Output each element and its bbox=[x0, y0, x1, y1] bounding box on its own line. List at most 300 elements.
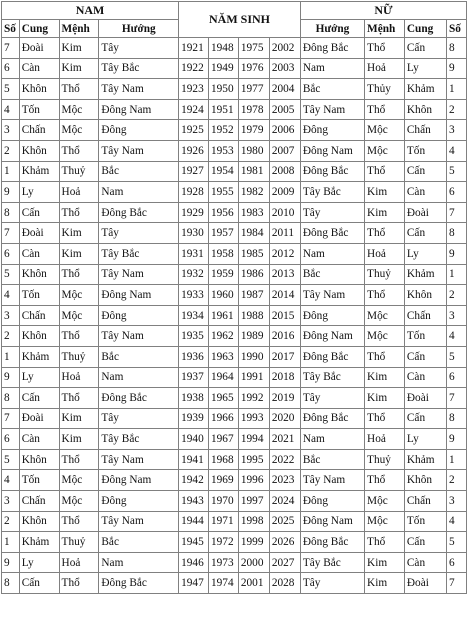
cell-year: 2003 bbox=[269, 58, 300, 79]
cell-year: 2016 bbox=[269, 326, 300, 347]
cell-huong-nu: Đông bbox=[300, 120, 364, 141]
cell-year: 1979 bbox=[238, 120, 269, 141]
cell-menh-nam: Thổ bbox=[59, 79, 99, 100]
cell-menh-nu: Thổ bbox=[365, 38, 405, 59]
cell-year: 2008 bbox=[269, 161, 300, 182]
cell-year: 1933 bbox=[179, 285, 209, 306]
cell-cung-nam: Khôn bbox=[19, 326, 59, 347]
cell-year: 2026 bbox=[269, 532, 300, 553]
cell-cung-nu: Đoài bbox=[404, 573, 446, 594]
cell-year: 1965 bbox=[209, 388, 239, 409]
cell-menh-nu: Mộc bbox=[365, 140, 405, 161]
cell-cung-nu: Cấn bbox=[404, 223, 446, 244]
cell-cung-nu: Chấn bbox=[404, 305, 446, 326]
cell-huong-nu: Tây Bắc bbox=[300, 367, 364, 388]
header-so-nam: Số bbox=[2, 20, 20, 38]
cell-menh-nam: Mộc bbox=[59, 285, 99, 306]
cell-so-nu: 9 bbox=[446, 243, 466, 264]
cell-menh-nam: Mộc bbox=[59, 120, 99, 141]
cell-menh-nu: Thủy bbox=[365, 79, 405, 100]
cell-huong-nu: Tây bbox=[300, 388, 364, 409]
cell-year: 2021 bbox=[269, 429, 300, 450]
cell-cung-nam: Cấn bbox=[19, 202, 59, 223]
cell-so-nu: 4 bbox=[446, 511, 466, 532]
cell-cung-nu: Càn bbox=[404, 367, 446, 388]
cell-year: 1992 bbox=[238, 388, 269, 409]
cell-year: 2009 bbox=[269, 182, 300, 203]
cell-so-nu: 2 bbox=[446, 99, 466, 120]
cell-year: 2014 bbox=[269, 285, 300, 306]
cell-so-nam: 9 bbox=[2, 367, 20, 388]
cell-cung-nam: Cấn bbox=[19, 388, 59, 409]
cell-cung-nu: Khôn bbox=[404, 470, 446, 491]
cell-cung-nam: Đoài bbox=[19, 223, 59, 244]
cell-cung-nam: Đoài bbox=[19, 38, 59, 59]
cell-so-nam: 2 bbox=[2, 140, 20, 161]
cell-year: 1954 bbox=[209, 161, 239, 182]
cell-cung-nu: Ly bbox=[404, 58, 446, 79]
cell-huong-nu: Nam bbox=[300, 58, 364, 79]
cell-year: 1950 bbox=[209, 79, 239, 100]
cell-cung-nam: Ly bbox=[19, 552, 59, 573]
cell-year: 1957 bbox=[209, 223, 239, 244]
cell-huong-nu: Tây bbox=[300, 202, 364, 223]
cell-menh-nu: Thổ bbox=[365, 408, 405, 429]
cell-year: 1987 bbox=[238, 285, 269, 306]
cell-menh-nam: Mộc bbox=[59, 305, 99, 326]
cell-so-nu: 3 bbox=[446, 491, 466, 512]
cell-cung-nam: Càn bbox=[19, 58, 59, 79]
cell-huong-nam: Tây Nam bbox=[99, 264, 179, 285]
table-row bbox=[2, 388, 467, 409]
cell-year: 2006 bbox=[269, 120, 300, 141]
cell-huong-nu: Đông Bắc bbox=[300, 532, 364, 553]
cell-year: 1956 bbox=[209, 202, 239, 223]
table-row bbox=[2, 470, 467, 491]
cell-so-nam: 1 bbox=[2, 532, 20, 553]
cell-menh-nu: Thổ bbox=[365, 346, 405, 367]
table-row bbox=[2, 429, 467, 450]
table-row bbox=[2, 243, 467, 264]
header-nu: NỮ bbox=[300, 2, 466, 20]
header-so-nu: Số bbox=[446, 20, 466, 38]
cell-year: 1931 bbox=[179, 243, 209, 264]
menh-cung-table bbox=[1, 1, 467, 594]
cell-menh-nu: Thổ bbox=[365, 285, 405, 306]
cell-so-nu: 1 bbox=[446, 264, 466, 285]
cell-so-nu: 8 bbox=[446, 223, 466, 244]
cell-year: 2020 bbox=[269, 408, 300, 429]
cell-huong-nu: Bắc bbox=[300, 449, 364, 470]
cell-cung-nu: Khôn bbox=[404, 99, 446, 120]
cell-huong-nu: Tây Bắc bbox=[300, 552, 364, 573]
cell-so-nu: 5 bbox=[446, 161, 466, 182]
table-row bbox=[2, 285, 467, 306]
cell-year: 1923 bbox=[179, 79, 209, 100]
table-row bbox=[2, 346, 467, 367]
cell-huong-nu: Tây Nam bbox=[300, 285, 364, 306]
cell-year: 1951 bbox=[209, 99, 239, 120]
cell-huong-nam: Bắc bbox=[99, 346, 179, 367]
cell-year: 1947 bbox=[179, 573, 209, 594]
cell-cung-nam: Tốn bbox=[19, 285, 59, 306]
cell-year: 1990 bbox=[238, 346, 269, 367]
cell-year: 1984 bbox=[238, 223, 269, 244]
cell-huong-nu: Nam bbox=[300, 243, 364, 264]
cell-cung-nam: Chấn bbox=[19, 120, 59, 141]
cell-huong-nu: Tây Nam bbox=[300, 99, 364, 120]
cell-year: 1983 bbox=[238, 202, 269, 223]
cell-menh-nam: Kim bbox=[59, 243, 99, 264]
cell-so-nu: 9 bbox=[446, 429, 466, 450]
cell-cung-nu: Cấn bbox=[404, 38, 446, 59]
table-row bbox=[2, 532, 467, 553]
cell-so-nu: 3 bbox=[446, 120, 466, 141]
cell-year: 2012 bbox=[269, 243, 300, 264]
cell-menh-nu: Kim bbox=[365, 388, 405, 409]
cell-year: 2028 bbox=[269, 573, 300, 594]
cell-year: 2019 bbox=[269, 388, 300, 409]
cell-cung-nam: Chấn bbox=[19, 305, 59, 326]
cell-year: 1941 bbox=[179, 449, 209, 470]
cell-year: 1935 bbox=[179, 326, 209, 347]
cell-year: 1949 bbox=[209, 58, 239, 79]
cell-year: 2018 bbox=[269, 367, 300, 388]
cell-year: 1966 bbox=[209, 408, 239, 429]
cell-cung-nam: Ly bbox=[19, 367, 59, 388]
cell-year: 1969 bbox=[209, 470, 239, 491]
cell-menh-nu: Mộc bbox=[365, 120, 405, 141]
cell-year: 1943 bbox=[179, 491, 209, 512]
cell-menh-nam: Thổ bbox=[59, 511, 99, 532]
header-menh-nu: Mệnh bbox=[365, 20, 405, 38]
table-row bbox=[2, 264, 467, 285]
cell-year: 1972 bbox=[209, 532, 239, 553]
cell-cung-nu: Tốn bbox=[404, 326, 446, 347]
cell-year: 1962 bbox=[209, 326, 239, 347]
cell-so-nam: 8 bbox=[2, 388, 20, 409]
cell-menh-nu: Thổ bbox=[365, 532, 405, 553]
cell-cung-nam: Cấn bbox=[19, 573, 59, 594]
cell-menh-nu: Mộc bbox=[365, 491, 405, 512]
cell-so-nam: 5 bbox=[2, 264, 20, 285]
cell-menh-nam: Kim bbox=[59, 429, 99, 450]
cell-year: 1955 bbox=[209, 182, 239, 203]
cell-cung-nu: Cấn bbox=[404, 161, 446, 182]
cell-menh-nam: Kim bbox=[59, 38, 99, 59]
cell-huong-nam: Tây Bắc bbox=[99, 58, 179, 79]
cell-year: 1981 bbox=[238, 161, 269, 182]
cell-so-nam: 4 bbox=[2, 285, 20, 306]
cell-year: 1945 bbox=[179, 532, 209, 553]
cell-year: 1988 bbox=[238, 305, 269, 326]
cell-menh-nu: Mộc bbox=[365, 326, 405, 347]
cell-year: 1922 bbox=[179, 58, 209, 79]
cell-so-nu: 3 bbox=[446, 305, 466, 326]
cell-year: 2000 bbox=[238, 552, 269, 573]
cell-cung-nam: Khảm bbox=[19, 161, 59, 182]
cell-year: 1925 bbox=[179, 120, 209, 141]
cell-menh-nam: Kim bbox=[59, 58, 99, 79]
cell-cung-nu: Càn bbox=[404, 552, 446, 573]
cell-so-nam: 7 bbox=[2, 38, 20, 59]
cell-year: 2025 bbox=[269, 511, 300, 532]
table-row bbox=[2, 140, 467, 161]
table-row bbox=[2, 38, 467, 59]
cell-huong-nu: Bắc bbox=[300, 79, 364, 100]
cell-year: 1985 bbox=[238, 243, 269, 264]
table-row bbox=[2, 367, 467, 388]
cell-huong-nu: Đông Bắc bbox=[300, 408, 364, 429]
cell-year: 1963 bbox=[209, 346, 239, 367]
table-row bbox=[2, 326, 467, 347]
cell-cung-nam: Khôn bbox=[19, 79, 59, 100]
table-row bbox=[2, 79, 467, 100]
cell-year: 1978 bbox=[238, 99, 269, 120]
cell-huong-nu: Đông bbox=[300, 491, 364, 512]
cell-year: 1958 bbox=[209, 243, 239, 264]
cell-huong-nu: Đông Bắc bbox=[300, 223, 364, 244]
cell-so-nam: 8 bbox=[2, 573, 20, 594]
cell-huong-nam: Đông bbox=[99, 491, 179, 512]
cell-year: 2017 bbox=[269, 346, 300, 367]
cell-so-nam: 2 bbox=[2, 511, 20, 532]
cell-cung-nu: Chấn bbox=[404, 491, 446, 512]
cell-cung-nam: Khôn bbox=[19, 140, 59, 161]
cell-huong-nam: Nam bbox=[99, 367, 179, 388]
cell-so-nu: 7 bbox=[446, 202, 466, 223]
cell-year: 1993 bbox=[238, 408, 269, 429]
cell-year: 1994 bbox=[238, 429, 269, 450]
cell-huong-nu: Đông bbox=[300, 305, 364, 326]
cell-so-nam: 4 bbox=[2, 99, 20, 120]
cell-so-nam: 3 bbox=[2, 305, 20, 326]
cell-year: 1936 bbox=[179, 346, 209, 367]
cell-cung-nam: Tốn bbox=[19, 470, 59, 491]
cell-year: 1982 bbox=[238, 182, 269, 203]
cell-year: 1977 bbox=[238, 79, 269, 100]
cell-huong-nam: Tây bbox=[99, 408, 179, 429]
cell-cung-nam: Khảm bbox=[19, 532, 59, 553]
cell-huong-nu: Tây Bắc bbox=[300, 182, 364, 203]
cell-menh-nam: Thuỷ bbox=[59, 161, 99, 182]
cell-menh-nu: Kim bbox=[365, 367, 405, 388]
cell-so-nu: 9 bbox=[446, 58, 466, 79]
cell-so-nu: 8 bbox=[446, 38, 466, 59]
cell-so-nu: 1 bbox=[446, 449, 466, 470]
cell-year: 1974 bbox=[209, 573, 239, 594]
cell-menh-nu: Kim bbox=[365, 573, 405, 594]
cell-year: 2001 bbox=[238, 573, 269, 594]
cell-huong-nam: Đông Nam bbox=[99, 99, 179, 120]
table-row bbox=[2, 58, 467, 79]
cell-menh-nu: Thổ bbox=[365, 161, 405, 182]
cell-year: 1975 bbox=[238, 38, 269, 59]
cell-menh-nam: Hoả bbox=[59, 367, 99, 388]
cell-menh-nam: Hoả bbox=[59, 552, 99, 573]
cell-huong-nam: Tây Nam bbox=[99, 326, 179, 347]
cell-cung-nu: Khảm bbox=[404, 449, 446, 470]
cell-year: 1991 bbox=[238, 367, 269, 388]
table-row bbox=[2, 182, 467, 203]
cell-year: 1999 bbox=[238, 532, 269, 553]
cell-year: 1929 bbox=[179, 202, 209, 223]
cell-cung-nam: Ly bbox=[19, 182, 59, 203]
table-row bbox=[2, 491, 467, 512]
cell-year: 1928 bbox=[179, 182, 209, 203]
cell-huong-nam: Đông bbox=[99, 120, 179, 141]
cell-year: 2010 bbox=[269, 202, 300, 223]
cell-year: 1968 bbox=[209, 449, 239, 470]
cell-year: 1952 bbox=[209, 120, 239, 141]
cell-cung-nam: Chấn bbox=[19, 491, 59, 512]
cell-year: 1986 bbox=[238, 264, 269, 285]
cell-menh-nam: Thổ bbox=[59, 326, 99, 347]
cell-so-nu: 6 bbox=[446, 367, 466, 388]
cell-so-nam: 7 bbox=[2, 408, 20, 429]
cell-huong-nam: Đông Bắc bbox=[99, 202, 179, 223]
cell-so-nam: 2 bbox=[2, 326, 20, 347]
cell-year: 1940 bbox=[179, 429, 209, 450]
cell-menh-nam: Hoả bbox=[59, 182, 99, 203]
cell-huong-nam: Bắc bbox=[99, 161, 179, 182]
cell-menh-nam: Thổ bbox=[59, 449, 99, 470]
cell-huong-nam: Đông Bắc bbox=[99, 388, 179, 409]
header-huong-nam: Hướng bbox=[99, 20, 179, 38]
cell-menh-nu: Thổ bbox=[365, 99, 405, 120]
cell-huong-nam: Nam bbox=[99, 182, 179, 203]
cell-year: 1971 bbox=[209, 511, 239, 532]
cell-year: 2007 bbox=[269, 140, 300, 161]
cell-cung-nam: Đoài bbox=[19, 408, 59, 429]
cell-menh-nam: Thổ bbox=[59, 388, 99, 409]
cell-cung-nu: Ly bbox=[404, 243, 446, 264]
cell-huong-nam: Tây Nam bbox=[99, 79, 179, 100]
table-row bbox=[2, 408, 467, 429]
cell-year: 1967 bbox=[209, 429, 239, 450]
table-row bbox=[2, 202, 467, 223]
cell-so-nam: 8 bbox=[2, 202, 20, 223]
cell-year: 1959 bbox=[209, 264, 239, 285]
cell-menh-nu: Kim bbox=[365, 182, 405, 203]
cell-cung-nam: Khôn bbox=[19, 449, 59, 470]
cell-cung-nu: Càn bbox=[404, 182, 446, 203]
cell-huong-nam: Nam bbox=[99, 552, 179, 573]
cell-so-nu: 8 bbox=[446, 408, 466, 429]
cell-menh-nam: Thổ bbox=[59, 264, 99, 285]
cell-year: 2024 bbox=[269, 491, 300, 512]
cell-menh-nam: Kim bbox=[59, 408, 99, 429]
cell-year: 1948 bbox=[209, 38, 239, 59]
cell-menh-nam: Mộc bbox=[59, 99, 99, 120]
cell-menh-nu: Thổ bbox=[365, 223, 405, 244]
table-row bbox=[2, 161, 467, 182]
cell-so-nam: 6 bbox=[2, 243, 20, 264]
cell-huong-nu: Đông Nam bbox=[300, 511, 364, 532]
cell-year: 1932 bbox=[179, 264, 209, 285]
header-cung-nu: Cung bbox=[404, 20, 446, 38]
cell-year: 1927 bbox=[179, 161, 209, 182]
cell-menh-nu: Mộc bbox=[365, 305, 405, 326]
table-row bbox=[2, 223, 467, 244]
table-row bbox=[2, 511, 467, 532]
cell-menh-nu: Mộc bbox=[365, 511, 405, 532]
cell-huong-nu: Đông Bắc bbox=[300, 38, 364, 59]
cell-menh-nu: Kim bbox=[365, 552, 405, 573]
cell-year: 2015 bbox=[269, 305, 300, 326]
header-nam-sinh: NĂM SINH bbox=[179, 2, 301, 38]
cell-huong-nam: Đông bbox=[99, 305, 179, 326]
cell-menh-nu: Hoả bbox=[365, 58, 405, 79]
table-row bbox=[2, 99, 467, 120]
cell-year: 1934 bbox=[179, 305, 209, 326]
cell-huong-nam: Tây bbox=[99, 223, 179, 244]
cell-year: 1998 bbox=[238, 511, 269, 532]
cell-cung-nu: Khảm bbox=[404, 79, 446, 100]
header-huong-nu: Hướng bbox=[300, 20, 364, 38]
cell-year: 1973 bbox=[209, 552, 239, 573]
cell-year: 1937 bbox=[179, 367, 209, 388]
cell-so-nam: 5 bbox=[2, 79, 20, 100]
cell-huong-nu: Đông Bắc bbox=[300, 161, 364, 182]
cell-huong-nu: Bắc bbox=[300, 264, 364, 285]
cell-cung-nu: Ly bbox=[404, 429, 446, 450]
cell-menh-nam: Mộc bbox=[59, 491, 99, 512]
cell-menh-nam: Thuỷ bbox=[59, 532, 99, 553]
cell-year: 1930 bbox=[179, 223, 209, 244]
cell-so-nam: 3 bbox=[2, 491, 20, 512]
cell-menh-nam: Mộc bbox=[59, 470, 99, 491]
cell-year: 2005 bbox=[269, 99, 300, 120]
cell-year: 1938 bbox=[179, 388, 209, 409]
cell-so-nam: 1 bbox=[2, 346, 20, 367]
cell-so-nu: 4 bbox=[446, 326, 466, 347]
cell-cung-nu: Chấn bbox=[404, 120, 446, 141]
cell-cung-nam: Tốn bbox=[19, 99, 59, 120]
table-row bbox=[2, 552, 467, 573]
cell-so-nu: 7 bbox=[446, 573, 466, 594]
cell-cung-nam: Càn bbox=[19, 429, 59, 450]
cell-year: 1960 bbox=[209, 285, 239, 306]
cell-menh-nu: Thuỷ bbox=[365, 264, 405, 285]
cell-year: 1980 bbox=[238, 140, 269, 161]
cell-menh-nu: Kim bbox=[365, 202, 405, 223]
cell-year: 2027 bbox=[269, 552, 300, 573]
cell-year: 1924 bbox=[179, 99, 209, 120]
cell-huong-nu: Đông Bắc bbox=[300, 346, 364, 367]
cell-cung-nu: Khôn bbox=[404, 285, 446, 306]
cell-cung-nu: Tốn bbox=[404, 140, 446, 161]
cell-year: 1964 bbox=[209, 367, 239, 388]
cell-cung-nam: Khôn bbox=[19, 511, 59, 532]
cell-so-nam: 9 bbox=[2, 552, 20, 573]
cell-year: 1997 bbox=[238, 491, 269, 512]
cell-menh-nu: Thổ bbox=[365, 470, 405, 491]
header-nam: NAM bbox=[2, 2, 179, 20]
cell-huong-nu: Tây bbox=[300, 573, 364, 594]
cell-so-nu: 4 bbox=[446, 140, 466, 161]
cell-cung-nu: Tốn bbox=[404, 511, 446, 532]
cell-menh-nu: Hoả bbox=[365, 429, 405, 450]
cell-so-nam: 6 bbox=[2, 429, 20, 450]
cell-year: 1939 bbox=[179, 408, 209, 429]
cell-so-nam: 5 bbox=[2, 449, 20, 470]
table-row bbox=[2, 449, 467, 470]
cell-huong-nam: Đông Nam bbox=[99, 285, 179, 306]
cell-year: 1953 bbox=[209, 140, 239, 161]
cell-so-nam: 3 bbox=[2, 120, 20, 141]
cell-year: 1921 bbox=[179, 38, 209, 59]
